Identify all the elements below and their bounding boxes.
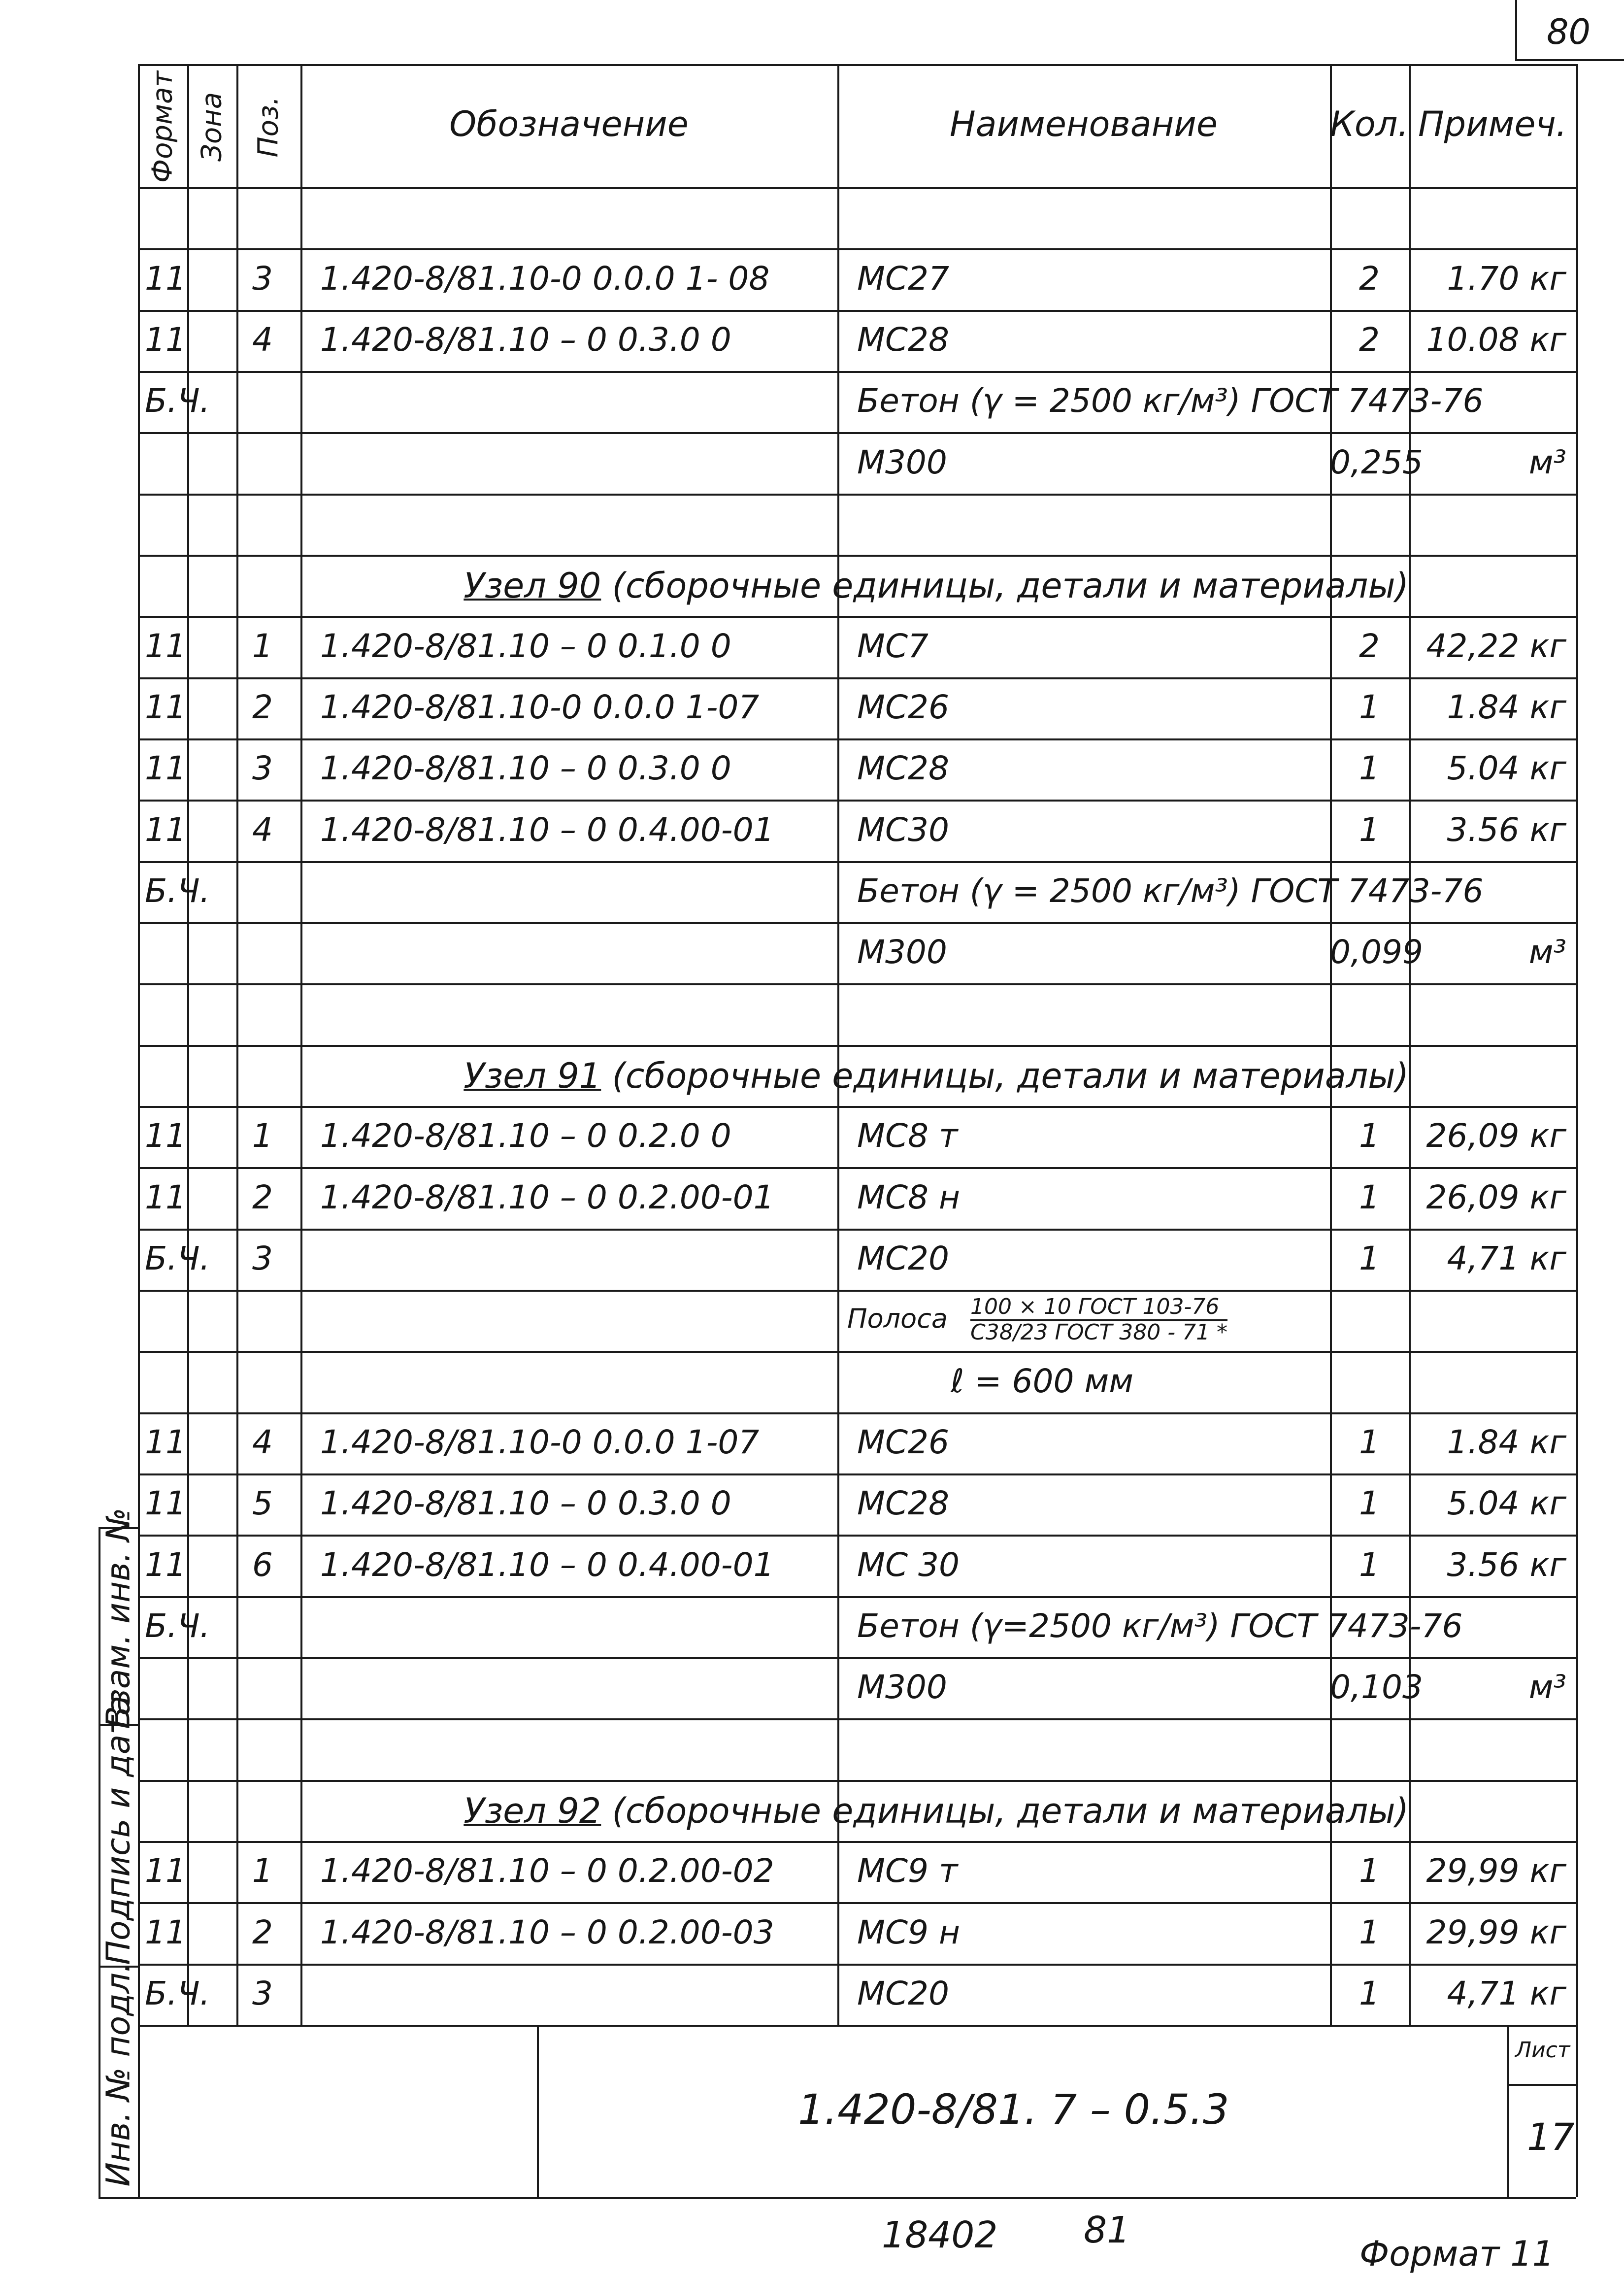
section-heading — [300, 1791, 1409, 1831]
cell-name: Бетон (γ = 2500 кг/м³) ГОСТ 7473-76 — [857, 382, 1484, 420]
cell-format: 11 — [145, 810, 186, 849]
fraction-denominator: С38/23 ГОСТ 380 - 71 * — [970, 1320, 1228, 1345]
cell-qty: 1 — [1359, 1974, 1380, 2012]
header-name: Наименование — [950, 104, 1218, 144]
cell-note: м³ — [1528, 443, 1566, 481]
cell-name: MC26 — [857, 688, 950, 726]
cell-name: MC20 — [857, 1239, 950, 1277]
section-node-desc: (сборочные единицы, детали и материалы) — [601, 1055, 1409, 1096]
cell-designation: 1.420-8/81.10 – 0 0.4.00-01 — [320, 1545, 774, 1584]
section-node-name: Узел 92 — [464, 1790, 601, 1831]
cell-pos: 1 — [252, 1852, 273, 1890]
side-label-sign-date: Подпись и дата — [99, 1695, 137, 1965]
cell-note: 4,71 кг — [1447, 1974, 1566, 2012]
cell-note: 3.56 кг — [1447, 1545, 1566, 1584]
cell-format: 11 — [145, 1913, 186, 1951]
cell-designation: 1.420-8/81.10-0 0.0.0 1-07 — [320, 1423, 760, 1461]
cell-pos: 3 — [252, 1239, 273, 1277]
cell-note: 26,09 кг — [1426, 1178, 1566, 1216]
cell-designation: 1.420-8/81.10 – 0 0.2.00-02 — [320, 1852, 774, 1890]
cell-designation: 1.420-8/81.10 – 0 0.2.0 0 — [320, 1117, 731, 1155]
cell-pos: 4 — [252, 810, 273, 849]
cell-qty: 0,103 — [1330, 1668, 1423, 1707]
cell-qty: 1 — [1359, 688, 1380, 726]
cell-note: м³ — [1528, 1668, 1566, 1707]
cell-note: 3.56 кг — [1447, 810, 1566, 849]
header-pos: Поз. — [252, 96, 285, 158]
cell-designation: 1.420-8/81.10 – 0 0.2.00-01 — [320, 1178, 774, 1216]
cell-name: MC9 н — [857, 1913, 961, 1951]
cell-name: MC 30 — [857, 1545, 960, 1584]
section-heading — [300, 566, 1409, 606]
header-note: Примеч. — [1418, 104, 1567, 144]
cell-format: 11 — [145, 1178, 186, 1216]
cell-note: 5.04 кг — [1447, 749, 1566, 788]
cell-qty: 1 — [1359, 1545, 1380, 1584]
cell-format: 11 — [145, 1545, 186, 1584]
format-label: Формат 11 — [1359, 2234, 1555, 2274]
cell-name: MC7 — [857, 627, 929, 665]
cell-qty: 1 — [1359, 1239, 1380, 1277]
cell-qty: 2 — [1359, 259, 1380, 298]
cell-format: 11 — [145, 688, 186, 726]
cell-name: ℓ = 600 мм — [951, 1362, 1134, 1400]
cell-format: Б.Ч. — [145, 1974, 210, 2012]
cell-note: м³ — [1528, 933, 1566, 971]
drawing-code: 1.420-8/81. 7 – 0.5.3 — [798, 2085, 1229, 2134]
cell-pos: 5 — [252, 1484, 273, 1523]
cell-note: 5.04 кг — [1447, 1484, 1566, 1523]
cell-pos: 6 — [252, 1545, 273, 1584]
cell-format: 11 — [145, 259, 186, 298]
cell-format: Б.Ч. — [145, 1239, 210, 1277]
cell-name: MC8 т — [857, 1117, 958, 1155]
cell-designation: 1.420-8/81.10 – 0 0.3.0 0 — [320, 749, 731, 788]
cell-qty: 1 — [1359, 1117, 1380, 1155]
cell-qty: 1 — [1359, 810, 1380, 849]
cell-pos: 4 — [252, 320, 273, 359]
fraction-numerator: 100 × 10 ГОСТ 103-76 — [970, 1296, 1227, 1321]
cell-name: Бетон (γ=2500 кг/м³) ГОСТ 7473-76 — [857, 1607, 1463, 1645]
cell-name: MC8 н — [857, 1178, 961, 1216]
cell-format: 11 — [145, 627, 186, 665]
cell-qty: 0,099 — [1330, 933, 1423, 971]
side-label-inv-sub: Инв. № подл. — [99, 1962, 137, 2187]
order-year: 81 — [1084, 2209, 1130, 2251]
cell-note: 1.70 кг — [1447, 259, 1566, 298]
cell-note: 29,99 кг — [1426, 1852, 1566, 1890]
section-node-name: Узел 90 — [464, 566, 601, 606]
cell-name: M300 — [857, 443, 947, 481]
cell-note: 4,71 кг — [1447, 1239, 1566, 1277]
cell-name: M300 — [857, 933, 947, 971]
section-heading — [300, 1056, 1409, 1096]
cell-name: MC9 т — [857, 1852, 958, 1890]
cell-pos: 3 — [252, 1974, 273, 2012]
cell-name: MC26 — [857, 1423, 950, 1461]
cell-designation: 1.420-8/81.10 – 0 0.3.0 0 — [320, 1484, 731, 1523]
section-node-name: Узел 91 — [464, 1055, 601, 1096]
cell-designation: 1.420-8/81.10-0 0.0.0 1- 08 — [320, 259, 770, 298]
header-zone: Зона — [196, 92, 228, 162]
cell-pos: 4 — [252, 1423, 273, 1461]
cell-designation: 1.420-8/81.10 – 0 0.1.0 0 — [320, 627, 731, 665]
section-node-desc: (сборочные единицы, детали и материалы) — [601, 566, 1409, 606]
cell-name: MC28 — [857, 320, 950, 359]
sheet-corner-number: 80 — [1547, 12, 1591, 52]
cell-designation: 1.420-8/81.10 – 0 0.4.00-01 — [320, 810, 774, 849]
cell-format: 11 — [145, 320, 186, 359]
cell-format: 11 — [145, 1423, 186, 1461]
cell-name: MC28 — [857, 749, 950, 788]
cell-qty: 1 — [1359, 749, 1380, 788]
cell-format: 11 — [145, 1117, 186, 1155]
cell-qty: 1 — [1359, 1178, 1380, 1216]
header-designation: Обозначение — [449, 104, 689, 144]
cell-pos: 3 — [252, 749, 273, 788]
cell-qty: 2 — [1359, 320, 1380, 359]
cell-qty: 1 — [1359, 1852, 1380, 1890]
cell-format: Б.Ч. — [145, 1607, 210, 1645]
cell-pos: 1 — [252, 627, 273, 665]
cell-note: 29,99 кг — [1426, 1913, 1566, 1951]
cell-pos: 2 — [252, 1913, 273, 1951]
cell-pos: 2 — [252, 1178, 273, 1216]
section-node-desc: (сборочные единицы, детали и материалы) — [601, 1790, 1409, 1831]
sheet-number: 17 — [1527, 2115, 1575, 2159]
fraction — [970, 1296, 1227, 1344]
cell-qty: 1 — [1359, 1484, 1380, 1523]
cell-note: 42,22 кг — [1426, 627, 1566, 665]
order-number: 18402 — [882, 2214, 998, 2256]
cell-pos: 1 — [252, 1117, 273, 1155]
cell-qty: 1 — [1359, 1913, 1380, 1951]
cell-name: MC28 — [857, 1484, 950, 1523]
cell-name: MC30 — [857, 810, 950, 849]
cell-qty: 2 — [1359, 627, 1380, 665]
cell-name: M300 — [857, 1668, 947, 1707]
cell-format: Б.Ч. — [145, 382, 210, 420]
cell-qty: 1 — [1359, 1423, 1380, 1461]
sheet-label: Лист — [1515, 2038, 1570, 2063]
cell-format: 11 — [145, 1484, 186, 1523]
cell-note: 26,09 кг — [1426, 1117, 1566, 1155]
cell-name: MC20 — [857, 1974, 950, 2012]
cell-format: 11 — [145, 1852, 186, 1890]
cell-qty: 0,255 — [1330, 443, 1423, 481]
header-qty: Кол. — [1330, 104, 1409, 144]
fraction-label: Полоса — [847, 1303, 948, 1335]
cell-pos: 2 — [252, 688, 273, 726]
cell-name: Бетон (γ = 2500 кг/м³) ГОСТ 7473-76 — [857, 871, 1484, 910]
cell-format: 11 — [145, 749, 186, 788]
cell-note: 1.84 кг — [1447, 1423, 1566, 1461]
cell-designation: 1.420-8/81.10 – 0 0.3.0 0 — [320, 320, 731, 359]
cell-designation: 1.420-8/81.10 – 0 0.2.00-03 — [320, 1913, 774, 1951]
cell-name: MC27 — [857, 259, 950, 298]
side-label-vzam-inv: Взам. инв. № — [99, 1507, 137, 1729]
cell-format: Б.Ч. — [145, 871, 210, 910]
cell-pos: 3 — [252, 259, 273, 298]
cell-note: 10.08 кг — [1426, 320, 1566, 359]
cell-note: 1.84 кг — [1447, 688, 1566, 726]
cell-designation: 1.420-8/81.10-0 0.0.0 1-07 — [320, 688, 760, 726]
header-format: Формат — [146, 70, 179, 183]
